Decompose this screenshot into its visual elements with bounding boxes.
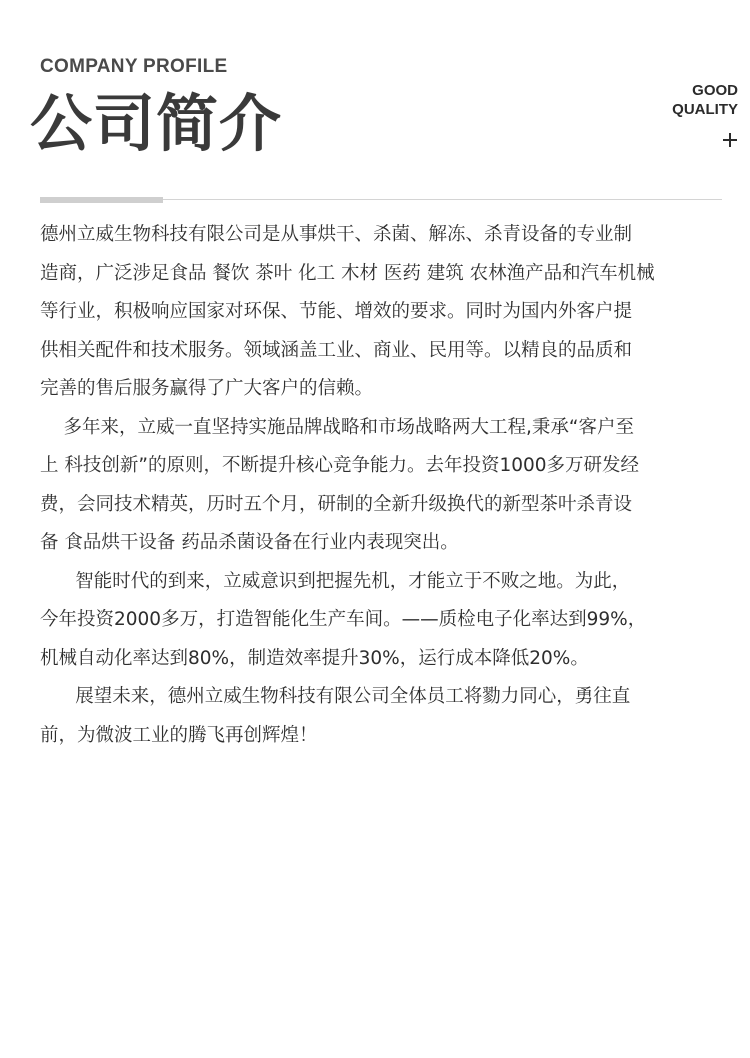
divider-accent bbox=[40, 197, 163, 203]
plus-icon bbox=[723, 133, 737, 147]
text-line: 备 食品烘干设备 药品杀菌设备在行业内表现突出。 bbox=[40, 532, 459, 553]
text-line: 等行业，积极响应国家对环保、节能、增效的要求。同时为国内外客户提 bbox=[40, 301, 633, 322]
text-line: 费，会同技术精英，历时五个月，研制的全新升级换代的新型茶叶杀青设 bbox=[40, 493, 633, 515]
company-description bbox=[40, 216, 730, 755]
text-line: 供相关配件和技术服务。领域涵盖工业、商业、民用等。以精良的品质和 bbox=[40, 339, 633, 361]
text-line: 前，为微波工业的腾飞再创辉煌！ bbox=[40, 724, 318, 746]
text-line: 上 科技创新”的原则，不断提升核心竞争能力。去年投资1000多万研发经 bbox=[40, 455, 640, 476]
quality-badge-line1: GOOD bbox=[692, 82, 738, 99]
text-line: 多年来，立威一直坚持实施品牌战略和市场战略两大工程,秉承“客户至 bbox=[40, 416, 634, 438]
text-line: 智能时代的到来，立威意识到把握先机，才能立于不败之地。为此， bbox=[40, 570, 631, 592]
section-eyebrow: COMPANY PROFILE bbox=[40, 56, 228, 77]
text-line: 今年投资2000多万，打造智能化生产车间。——质检电子化率达到99%， bbox=[40, 609, 647, 630]
text-line: 完善的售后服务赢得了广大客户的信赖。 bbox=[40, 378, 374, 399]
text-line: 机械自动化率达到80%，制造效率提升30%，运行成本降低20%。 bbox=[40, 647, 589, 669]
quality-badge-line2: QUALITY bbox=[672, 101, 738, 118]
text-line: 德州立威生物科技有限公司是从事烘干、杀菌、解冻、杀青设备的专业制 bbox=[40, 224, 633, 245]
quality-badge bbox=[672, 81, 738, 119]
page-title: 公司简介 bbox=[30, 87, 283, 160]
text-line: 展望未来，德州立威生物科技有限公司全体员工将勠力同心，勇往直 bbox=[40, 686, 631, 707]
text-line: 造商，广泛涉足食品 餐饮 茶叶 化工 木材 医药 建筑 农林渔产品和汽车机械 bbox=[40, 262, 655, 284]
